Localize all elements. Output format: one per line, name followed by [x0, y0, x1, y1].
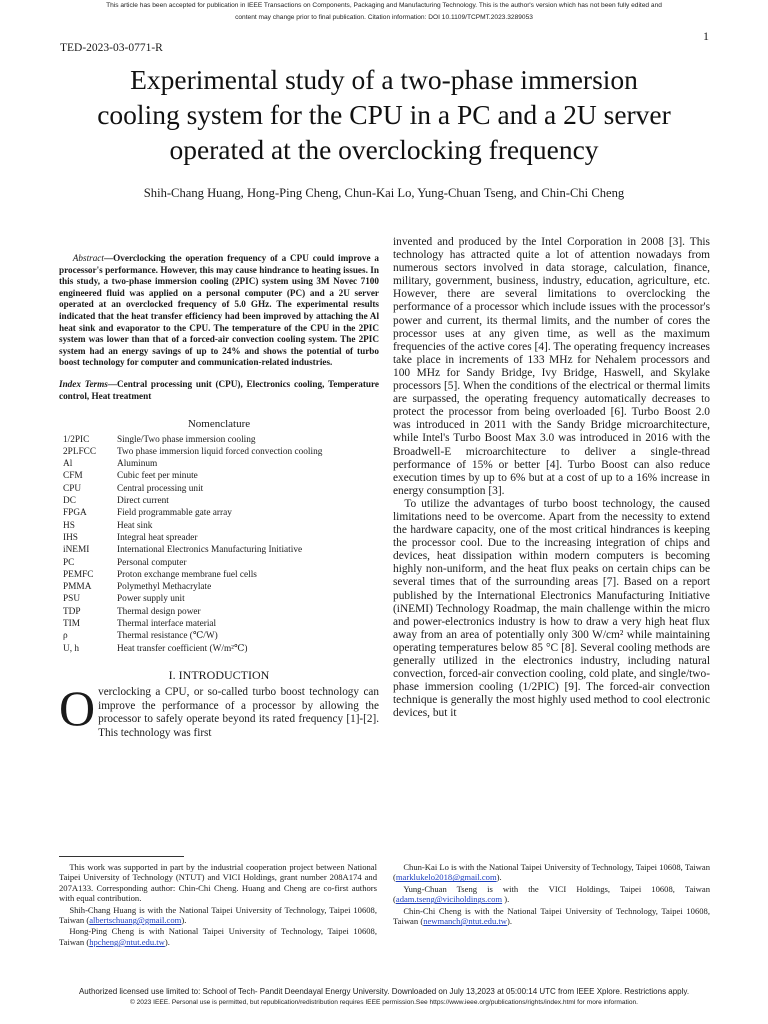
footnote-text: Shih-Chang Huang is with the National Taipei University of Technology, Taipei 10608, Taiwan ( — [59, 904, 377, 926]
footnotes-right — [393, 862, 710, 927]
nomenclature-definition: Field programmable gate array — [117, 508, 232, 519]
introduction-body: verclocking a CPU, or so-called turbo boost technology can improve the performance of a processor by allowing the processor to safely operate beyond its rated frequency [1]-[2]. This technology was first — [98, 686, 379, 739]
nomenclature-row — [59, 618, 379, 630]
nomenclature-abbr: 1/2PIC — [63, 434, 90, 445]
footnote — [59, 862, 377, 904]
email-link[interactable]: hpcheng@ntut.edu.tw — [89, 936, 165, 947]
notice-line-2: content may change prior to final publication. Citation information: DOI 10.1109/TCPMT.2023.3289053 — [235, 14, 533, 21]
nomenclature-abbr: iNEMI — [63, 545, 90, 556]
nomenclature-abbr: 2PLFCC — [63, 446, 97, 457]
footnote-text: Chun-Kai Lo is with the National Taipei University of Technology, Taipei 10608, Taiwan ( — [393, 862, 710, 883]
footnote — [393, 884, 710, 905]
nomenclature-definition: Thermal interface material — [117, 618, 217, 629]
abstract-text: —Overclocking the operation frequency of a CPU could improve a processor's performance. However, this may cause hindrance to heating issues. In this study, a two-phase immersion cooling (2PIC) system using 3M Novec 7100 engineered fluid was applied on a personal computer (PC) and a 2U server operated at an overclocked frequency of 5.0 GHz. The experimental results indicated that the heat transfer efficiency had been improved by attaching the Al heat sink and evaporator to the CPU. The temperature of the CPU in the 2PIC system was lower than that of a forced-air convection cooling system. The 2PIC system had an energy savings of up to 24% and shows the potential of turbo boost technology for computer and communication-related industries. — [59, 253, 379, 368]
nomenclature-definition: Direct current — [117, 496, 169, 507]
nomenclature-row — [59, 446, 379, 458]
manuscript-id: TED-2023-03-0771-R — [60, 42, 163, 54]
nomenclature-list — [59, 434, 379, 655]
nomenclature-row — [59, 507, 379, 519]
nomenclature-definition: Personal computer — [117, 557, 187, 568]
title-line-3: operated at the overclocking frequency — [169, 134, 599, 165]
nomenclature-row — [59, 569, 379, 581]
nomenclature-definition: Heat transfer coefficient (W/m²℃) — [117, 643, 248, 654]
copyright-notice: © 2023 IEEE. Personal use is permitted, but republication/redistribution requires IEEE permission.See https://www.ieee.org/publications/rights/index.html for more information. — [129, 999, 639, 1006]
nomenclature-definition: Power supply unit — [117, 594, 185, 605]
title-line-1: Experimental study of a two-phase immersion — [130, 64, 638, 95]
nomenclature-abbr: ρ — [63, 631, 68, 642]
nomenclature-abbr: PC — [63, 557, 75, 568]
footnote-tail: ). — [502, 894, 510, 905]
author-list: Shih-Chang Huang, Hong-Ping Cheng, Chun-Kai Lo, Yung-Chuan Tseng, and Chin-Chi Cheng — [143, 186, 625, 200]
nomenclature-definition: Polymethyl Methacrylate — [117, 582, 212, 593]
paper-title — [40, 62, 728, 167]
nomenclature-definition: Two phase immersion liquid forced convection cooling — [117, 446, 323, 457]
index-terms — [59, 379, 379, 402]
nomenclature-row — [59, 434, 379, 446]
footnote — [393, 906, 710, 927]
publication-notice — [0, 0, 768, 24]
nomenclature-abbr: CFM — [63, 471, 83, 482]
body-paragraph-2: To utilize the advantages of turbo boost technology, the caused limitations need to be overcome. Apart from the necessity to extend the hardware capacity, one of the most critical hindrances is keeping the processor cool. Due to the increasing integration of chips and devices, heat dissipation within modern computers is becoming highly non-uniform, and the heat flux peaks on certain chips can be several times that of the surrounding areas [7]. Based on a report published by the International Electronics Manufacturing Initiative (iNEMI) Technology Roadmap, the main challenge within the micro and power-electronics industry is how to draw a very high heat flux away from an area of potentially only 300 W/cm² while maintaining operating temperatures below 85 °C [8]. Several cooling methods are generally utilized in the electronics industry, including natural convection, forced-air convection cooling, cold plate, and single/two-phase immersion cooling (1/2PIC) [9]. The forced-air convection technique is generally the most highly used method to cool electronic devices, but it — [393, 497, 710, 720]
nomenclature-definition: Central processing unit — [117, 483, 204, 494]
nomenclature-row — [59, 581, 379, 593]
footnotes-left — [59, 862, 377, 948]
drop-cap: O — [59, 680, 96, 737]
footnote-text: Yung-Chuan Tseng is with the VICI Holdings, Taipei 10608, Taiwan ( — [393, 883, 710, 905]
nomenclature-row — [59, 470, 379, 482]
footnote-divider — [59, 856, 184, 857]
nomenclature-heading: Nomenclature — [187, 418, 251, 431]
nomenclature-abbr: PMMA — [63, 582, 92, 593]
nomenclature-definition: Thermal design power — [117, 606, 201, 617]
notice-line-1: This article has been accepted for publication in IEEE Transactions on Components, Packaging and Manufacturing Technology. This is the author's version which has not been fully edited and — [106, 2, 662, 9]
page-number: 1 — [703, 29, 709, 43]
nomenclature-row — [59, 520, 379, 532]
nomenclature-row — [59, 458, 379, 470]
license-notice: Authorized licensed use limited to: School of Tech- Pandit Deendayal Energy University. Downloaded on July 13,2023 at 05:00:14 UTC from IEEE Xplore. Restrictions apply. — [78, 987, 690, 996]
footnote-text: Hong-Ping Cheng is with National Taipei University of Technology, Taipei 10608, Taiwan ( — [59, 926, 377, 947]
footnote-tail: ). — [496, 872, 502, 883]
nomenclature-row — [59, 483, 379, 495]
email-link[interactable]: albertschuang@gmail.com — [89, 915, 182, 926]
introduction-text — [59, 680, 379, 740]
nomenclature-row — [59, 593, 379, 605]
index-terms-text: —Central processing unit (CPU), Electronics cooling, Temperature control, Heat treatment — [59, 378, 379, 401]
nomenclature-row — [59, 532, 379, 544]
nomenclature-abbr: DC — [63, 496, 76, 507]
section-heading-introduction: I. INTRODUCTION — [168, 667, 270, 682]
nomenclature-abbr: PSU — [63, 594, 81, 605]
nomenclature-abbr: FPGA — [63, 508, 87, 519]
right-column — [393, 236, 710, 720]
nomenclature-abbr: CPU — [63, 483, 82, 494]
nomenclature-row — [59, 544, 379, 556]
nomenclature-definition: Thermal resistance (℃/W) — [117, 631, 218, 642]
nomenclature-abbr: IHS — [63, 532, 78, 543]
nomenclature-definition: International Electronics Manufacturing Initiative — [117, 545, 303, 556]
nomenclature-row — [59, 643, 379, 655]
footnote-tail: ). — [164, 936, 170, 947]
email-link[interactable]: newmanch@ntut.edu.tw — [423, 916, 507, 927]
left-column — [59, 253, 379, 740]
abstract — [59, 253, 379, 369]
footnote — [59, 905, 377, 926]
nomenclature-definition: Aluminum — [117, 459, 158, 470]
nomenclature-definition: Cubic feet per minute — [117, 471, 198, 482]
nomenclature-abbr: TIM — [63, 618, 81, 629]
nomenclature-abbr: PEMFC — [63, 569, 94, 580]
nomenclature-abbr: TDP — [63, 606, 81, 617]
nomenclature-definition: Single/Two phase immersion cooling — [117, 434, 256, 445]
email-link[interactable]: adam.tseng@viciholdings.com — [395, 894, 503, 905]
nomenclature-abbr: Al — [63, 459, 73, 470]
nomenclature-row — [59, 557, 379, 569]
nomenclature-row — [59, 630, 379, 642]
footnote — [393, 862, 710, 883]
abstract-lead: Abstract — [72, 253, 104, 263]
nomenclature-row — [59, 495, 379, 507]
nomenclature-abbr: U, h — [63, 643, 80, 654]
footnote-tail: ). — [507, 916, 513, 927]
title-line-2: cooling system for the CPU in a PC and a 2U server — [97, 99, 671, 130]
index-terms-lead: Index Terms — [59, 378, 108, 389]
nomenclature-definition: Proton exchange membrane fuel cells — [117, 569, 257, 580]
footnote-text: Chin-Chi Cheng is with the National Taipei University of Technology, Taipei 10608, Taiwan ( — [393, 905, 710, 927]
nomenclature-definition: Integral heat spreader — [117, 532, 198, 543]
nomenclature-definition: Heat sink — [117, 520, 153, 531]
nomenclature-row — [59, 606, 379, 618]
email-link[interactable]: marklukelo2018@gmail.com — [395, 872, 497, 883]
footnote-tail: ). — [181, 915, 187, 926]
footnote — [59, 926, 377, 947]
nomenclature-abbr: HS — [63, 520, 75, 531]
body-paragraph-1: invented and produced by the Intel Corporation in 2008 [3]. This technology has attracted quite a lot of attention nowadays from numerous sectors involved in data storage, calculation, finance, military, government, business, industry, education, agriculture, etc. However, there are several limitations to overclocking the performance of a processor which include issues with the processor's power and current, its thermal limits, and the number of cores the processor uses at any given time, as well as the maximum frequencies of the active cores [4]. The operating frequency increases take place in increments of 133 MHz for Nehalem processors and 100 MHz for Sandy Bridge, Ivy Bridge, Haswell, and Skylake processors [5]. When the conditions of the electrical or thermal limits are surpassed, the operating frequency automatically decreases to protect the processor from being overloaded [6]. Turbo Boost 2.0 was introduced in 2011 with the Sandy Bridge microarchitecture, while Intel's Turbo Boost Max 3.0 was introduced in 2016 with the Broadwell-E microarchitecture to deliver a single-thread performance of 15% or better [4]. Turbo Boost can also reduce execution times by up to 6% but at a cost of up to a 16% increase in energy consumption [3]. — [393, 236, 710, 497]
footnote-text: This work was supported in part by the industrial cooperation project between National Taipei University of Technology (NTUT) and VICI Holdings, grant number 208A174 and 207A133. Corresponding author: Chin-Chi Cheng. Huang and Cheng are co-first authors with equal contribution. — [59, 862, 377, 904]
